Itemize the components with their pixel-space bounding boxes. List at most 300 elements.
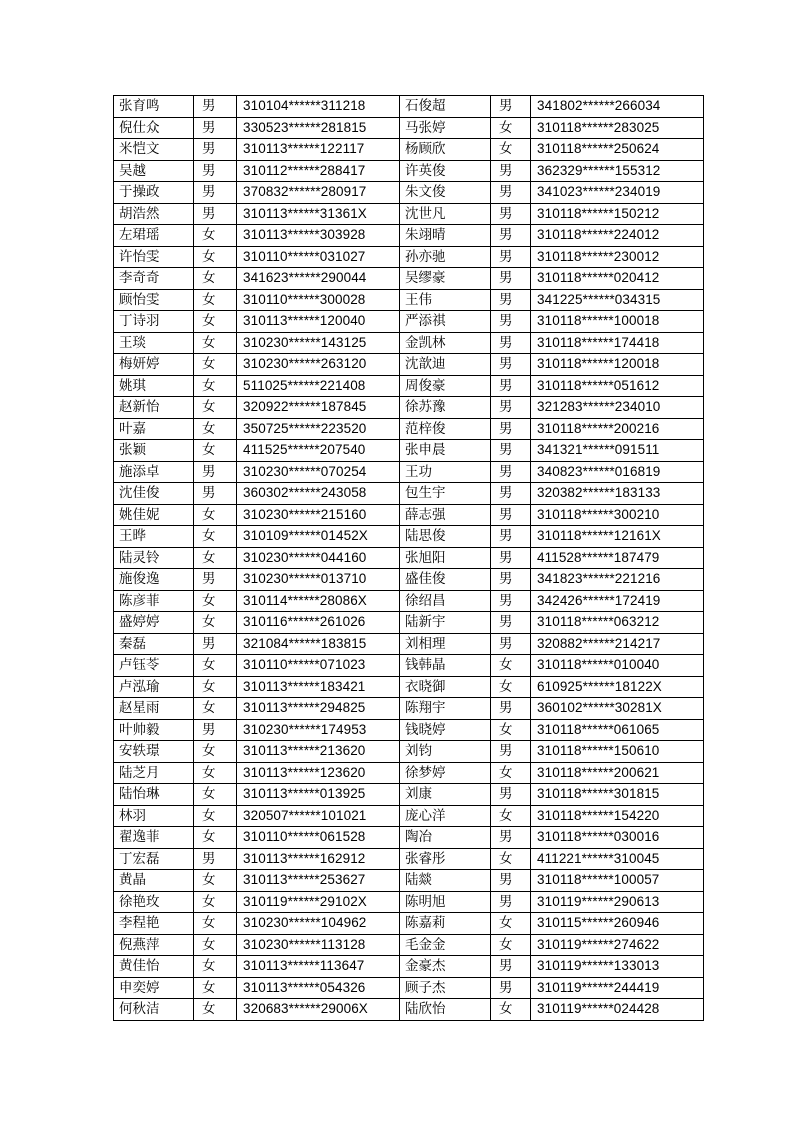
left-gender-cell: 女 (194, 268, 237, 290)
right-name-cell: 范梓俊 (400, 418, 491, 440)
table-row (114, 117, 704, 139)
left-gender-cell: 女 (194, 526, 237, 548)
right-name-cell: 孙亦驰 (400, 246, 491, 268)
left-gender-cell: 女 (194, 418, 237, 440)
right-name-cell: 衣晓御 (400, 676, 491, 698)
right-id-number-cell: 310119******133013 (531, 956, 704, 978)
right-gender-cell: 男 (491, 268, 531, 290)
right-name-cell: 金凯林 (400, 332, 491, 354)
table-row (114, 827, 704, 849)
table-row (114, 848, 704, 870)
left-gender-cell: 女 (194, 934, 237, 956)
left-name-cell: 卢钰苓 (114, 655, 194, 677)
left-id-number-cell: 310116******261026 (237, 612, 400, 634)
right-name-cell: 张睿彤 (400, 848, 491, 870)
right-id-number-cell: 310118******150610 (531, 741, 704, 763)
right-id-number-cell: 310118******230012 (531, 246, 704, 268)
right-gender-cell: 男 (491, 891, 531, 913)
right-id-number-cell: 310119******290613 (531, 891, 704, 913)
right-gender-cell: 女 (491, 676, 531, 698)
right-id-number-cell: 341225******034315 (531, 289, 704, 311)
left-id-number-cell: 310112******288417 (237, 160, 400, 182)
left-id-number-cell: 310110******300028 (237, 289, 400, 311)
left-name-cell: 何秋洁 (114, 999, 194, 1021)
right-gender-cell: 女 (491, 139, 531, 161)
left-name-cell: 吴越 (114, 160, 194, 182)
left-gender-cell: 女 (194, 913, 237, 935)
left-gender-cell: 女 (194, 977, 237, 999)
table-row (114, 612, 704, 634)
left-gender-cell: 男 (194, 96, 237, 118)
right-name-cell: 石俊超 (400, 96, 491, 118)
right-id-number-cell: 310115******260946 (531, 913, 704, 935)
left-id-number-cell: 321084******183815 (237, 633, 400, 655)
right-gender-cell: 男 (491, 784, 531, 806)
right-name-cell: 沈歆迪 (400, 354, 491, 376)
left-id-number-cell: 511025******221408 (237, 375, 400, 397)
left-name-cell: 陆怡琳 (114, 784, 194, 806)
left-gender-cell: 男 (194, 203, 237, 225)
left-id-number-cell: 310230******174953 (237, 719, 400, 741)
right-name-cell: 许英俊 (400, 160, 491, 182)
right-id-number-cell: 310118******063212 (531, 612, 704, 634)
right-id-number-cell: 310118******300210 (531, 504, 704, 526)
left-name-cell: 林羽 (114, 805, 194, 827)
left-name-cell: 姚佳妮 (114, 504, 194, 526)
table-row (114, 225, 704, 247)
left-name-cell: 黄佳怡 (114, 956, 194, 978)
left-id-number-cell: 310230******215160 (237, 504, 400, 526)
right-id-number-cell: 310118******174418 (531, 332, 704, 354)
left-id-number-cell: 341623******290044 (237, 268, 400, 290)
left-name-cell: 安轶璟 (114, 741, 194, 763)
right-id-number-cell: 310119******024428 (531, 999, 704, 1021)
table-row (114, 96, 704, 118)
left-name-cell: 许怡雯 (114, 246, 194, 268)
right-name-cell: 朱翊晴 (400, 225, 491, 247)
left-name-cell: 沈佳俊 (114, 483, 194, 505)
right-gender-cell: 男 (491, 440, 531, 462)
left-gender-cell: 女 (194, 762, 237, 784)
right-id-number-cell: 341023******234019 (531, 182, 704, 204)
right-name-cell: 金豪杰 (400, 956, 491, 978)
right-name-cell: 陆欣怡 (400, 999, 491, 1021)
right-gender-cell: 男 (491, 590, 531, 612)
left-name-cell: 张颖 (114, 440, 194, 462)
left-name-cell: 左珺瑶 (114, 225, 194, 247)
table-row (114, 741, 704, 763)
right-id-number-cell: 411528******187479 (531, 547, 704, 569)
left-name-cell: 翟逸菲 (114, 827, 194, 849)
left-name-cell: 黄晶 (114, 870, 194, 892)
right-gender-cell: 男 (491, 461, 531, 483)
right-gender-cell: 女 (491, 913, 531, 935)
left-gender-cell: 女 (194, 870, 237, 892)
left-id-number-cell: 310113******253627 (237, 870, 400, 892)
left-gender-cell: 女 (194, 354, 237, 376)
left-id-number-cell: 310110******031027 (237, 246, 400, 268)
table-row (114, 246, 704, 268)
right-name-cell: 王伟 (400, 289, 491, 311)
right-name-cell: 陆燚 (400, 870, 491, 892)
right-id-number-cell: 310118******301815 (531, 784, 704, 806)
right-id-number-cell: 342426******172419 (531, 590, 704, 612)
left-gender-cell: 女 (194, 590, 237, 612)
right-name-cell: 沈世凡 (400, 203, 491, 225)
right-name-cell: 钱晓婷 (400, 719, 491, 741)
right-gender-cell: 女 (491, 999, 531, 1021)
right-id-number-cell: 341823******221216 (531, 569, 704, 591)
right-name-cell: 徐梦婷 (400, 762, 491, 784)
left-name-cell: 卢泓瑜 (114, 676, 194, 698)
left-name-cell: 米恺文 (114, 139, 194, 161)
right-gender-cell: 男 (491, 977, 531, 999)
left-id-number-cell: 310110******071023 (237, 655, 400, 677)
left-gender-cell: 女 (194, 397, 237, 419)
right-name-cell: 杨顾欣 (400, 139, 491, 161)
left-id-number-cell: 310114******28086X (237, 590, 400, 612)
right-gender-cell: 男 (491, 225, 531, 247)
left-id-number-cell: 310113******122117 (237, 139, 400, 161)
table-row (114, 784, 704, 806)
left-gender-cell: 女 (194, 784, 237, 806)
left-id-number-cell: 310113******013925 (237, 784, 400, 806)
right-name-cell: 徐苏豫 (400, 397, 491, 419)
left-name-cell: 施添卓 (114, 461, 194, 483)
left-name-cell: 张育鸣 (114, 96, 194, 118)
left-gender-cell: 女 (194, 375, 237, 397)
table-row (114, 418, 704, 440)
roster-page (113, 95, 703, 1021)
right-name-cell: 陈嘉莉 (400, 913, 491, 935)
right-id-number-cell: 310118******250624 (531, 139, 704, 161)
right-id-number-cell: 610925******18122X (531, 676, 704, 698)
left-name-cell: 叶帅毅 (114, 719, 194, 741)
right-name-cell: 严添祺 (400, 311, 491, 333)
left-id-number-cell: 310230******263120 (237, 354, 400, 376)
left-gender-cell: 男 (194, 848, 237, 870)
left-id-number-cell: 310113******183421 (237, 676, 400, 698)
right-name-cell: 刘康 (400, 784, 491, 806)
right-id-number-cell: 310118******010040 (531, 655, 704, 677)
right-name-cell: 包生宇 (400, 483, 491, 505)
right-gender-cell: 男 (491, 612, 531, 634)
right-id-number-cell: 360102******30281X (531, 698, 704, 720)
table-row (114, 655, 704, 677)
right-gender-cell: 男 (491, 332, 531, 354)
right-name-cell: 周俊豪 (400, 375, 491, 397)
table-row (114, 289, 704, 311)
roster-table-body (114, 96, 704, 1021)
right-name-cell: 顾子杰 (400, 977, 491, 999)
right-id-number-cell: 310118******120018 (531, 354, 704, 376)
left-id-number-cell: 310230******044160 (237, 547, 400, 569)
left-gender-cell: 男 (194, 182, 237, 204)
right-name-cell: 王功 (400, 461, 491, 483)
left-gender-cell: 女 (194, 805, 237, 827)
left-id-number-cell: 310230******143125 (237, 332, 400, 354)
right-id-number-cell: 310118******12161X (531, 526, 704, 548)
left-id-number-cell: 320683******29006X (237, 999, 400, 1021)
right-gender-cell: 女 (491, 655, 531, 677)
table-row (114, 805, 704, 827)
right-name-cell: 薛志强 (400, 504, 491, 526)
right-gender-cell: 男 (491, 375, 531, 397)
left-gender-cell: 女 (194, 504, 237, 526)
right-name-cell: 陆新宇 (400, 612, 491, 634)
left-name-cell: 施俊逸 (114, 569, 194, 591)
left-name-cell: 李程艳 (114, 913, 194, 935)
right-gender-cell: 男 (491, 311, 531, 333)
table-row (114, 354, 704, 376)
table-row (114, 483, 704, 505)
right-name-cell: 盛佳俊 (400, 569, 491, 591)
table-row (114, 332, 704, 354)
right-id-number-cell: 310118******224012 (531, 225, 704, 247)
left-name-cell: 于操政 (114, 182, 194, 204)
left-name-cell: 李奇奇 (114, 268, 194, 290)
left-id-number-cell: 350725******223520 (237, 418, 400, 440)
table-row (114, 633, 704, 655)
right-name-cell: 陈翔宇 (400, 698, 491, 720)
left-id-number-cell: 310113******303928 (237, 225, 400, 247)
right-id-number-cell: 310119******244419 (531, 977, 704, 999)
right-id-number-cell: 310118******051612 (531, 375, 704, 397)
left-id-number-cell: 310113******123620 (237, 762, 400, 784)
right-gender-cell: 男 (491, 698, 531, 720)
left-id-number-cell: 310113******31361X (237, 203, 400, 225)
left-name-cell: 倪燕萍 (114, 934, 194, 956)
left-gender-cell: 女 (194, 676, 237, 698)
right-name-cell: 刘相理 (400, 633, 491, 655)
right-gender-cell: 女 (491, 719, 531, 741)
left-id-number-cell: 310113******113647 (237, 956, 400, 978)
left-name-cell: 丁诗羽 (114, 311, 194, 333)
right-gender-cell: 男 (491, 182, 531, 204)
left-name-cell: 叶嘉 (114, 418, 194, 440)
left-name-cell: 秦磊 (114, 633, 194, 655)
left-gender-cell: 女 (194, 332, 237, 354)
table-row (114, 934, 704, 956)
left-id-number-cell: 310113******213620 (237, 741, 400, 763)
right-gender-cell: 男 (491, 827, 531, 849)
left-name-cell: 陆灵铃 (114, 547, 194, 569)
left-gender-cell: 女 (194, 289, 237, 311)
right-id-number-cell: 310118******200621 (531, 762, 704, 784)
right-gender-cell: 女 (491, 848, 531, 870)
left-name-cell: 姚琪 (114, 375, 194, 397)
right-gender-cell: 男 (491, 418, 531, 440)
right-id-number-cell: 362329******155312 (531, 160, 704, 182)
right-gender-cell: 男 (491, 956, 531, 978)
left-gender-cell: 男 (194, 569, 237, 591)
left-gender-cell: 男 (194, 483, 237, 505)
left-id-number-cell: 310113******120040 (237, 311, 400, 333)
right-id-number-cell: 411221******310045 (531, 848, 704, 870)
right-gender-cell: 男 (491, 203, 531, 225)
left-id-number-cell: 320507******101021 (237, 805, 400, 827)
right-gender-cell: 女 (491, 805, 531, 827)
left-name-cell: 胡浩然 (114, 203, 194, 225)
left-name-cell: 申奕婷 (114, 977, 194, 999)
right-gender-cell: 男 (491, 504, 531, 526)
right-gender-cell: 男 (491, 397, 531, 419)
left-id-number-cell: 330523******281815 (237, 117, 400, 139)
left-id-number-cell: 310113******294825 (237, 698, 400, 720)
right-name-cell: 马张婷 (400, 117, 491, 139)
right-id-number-cell: 341802******266034 (531, 96, 704, 118)
left-gender-cell: 女 (194, 311, 237, 333)
left-gender-cell: 女 (194, 999, 237, 1021)
left-id-number-cell: 370832******280917 (237, 182, 400, 204)
left-id-number-cell: 310104******311218 (237, 96, 400, 118)
table-row (114, 268, 704, 290)
table-row (114, 569, 704, 591)
left-name-cell: 盛婷婷 (114, 612, 194, 634)
table-row (114, 999, 704, 1021)
table-row (114, 977, 704, 999)
left-gender-cell: 女 (194, 956, 237, 978)
table-row (114, 203, 704, 225)
right-name-cell: 吴缪豪 (400, 268, 491, 290)
right-id-number-cell: 310118******200216 (531, 418, 704, 440)
left-id-number-cell: 310230******070254 (237, 461, 400, 483)
left-name-cell: 赵新怡 (114, 397, 194, 419)
left-gender-cell: 女 (194, 827, 237, 849)
roster-table (113, 95, 704, 1021)
left-id-number-cell: 310113******162912 (237, 848, 400, 870)
right-name-cell: 庞心洋 (400, 805, 491, 827)
right-id-number-cell: 310118******154220 (531, 805, 704, 827)
table-row (114, 139, 704, 161)
table-row (114, 182, 704, 204)
left-gender-cell: 男 (194, 117, 237, 139)
right-id-number-cell: 340823******016819 (531, 461, 704, 483)
left-gender-cell: 女 (194, 225, 237, 247)
left-id-number-cell: 310230******113128 (237, 934, 400, 956)
right-name-cell: 张旭阳 (400, 547, 491, 569)
table-row (114, 870, 704, 892)
right-id-number-cell: 310119******274622 (531, 934, 704, 956)
right-gender-cell: 男 (491, 483, 531, 505)
right-gender-cell: 男 (491, 526, 531, 548)
left-name-cell: 陈彦菲 (114, 590, 194, 612)
table-row (114, 160, 704, 182)
table-row (114, 461, 704, 483)
right-name-cell: 朱文俊 (400, 182, 491, 204)
table-row (114, 547, 704, 569)
right-gender-cell: 女 (491, 934, 531, 956)
right-name-cell: 陶冶 (400, 827, 491, 849)
table-row (114, 375, 704, 397)
table-row (114, 913, 704, 935)
left-gender-cell: 男 (194, 633, 237, 655)
left-name-cell: 王晔 (114, 526, 194, 548)
right-gender-cell: 男 (491, 569, 531, 591)
right-name-cell: 陆思俊 (400, 526, 491, 548)
left-gender-cell: 女 (194, 891, 237, 913)
left-gender-cell: 男 (194, 139, 237, 161)
left-name-cell: 丁宏磊 (114, 848, 194, 870)
right-name-cell: 陈明旭 (400, 891, 491, 913)
right-name-cell: 钱韩晶 (400, 655, 491, 677)
left-id-number-cell: 411525******207540 (237, 440, 400, 462)
right-id-number-cell: 310118******030016 (531, 827, 704, 849)
right-id-number-cell: 310118******100057 (531, 870, 704, 892)
table-row (114, 504, 704, 526)
left-id-number-cell: 310230******013710 (237, 569, 400, 591)
right-gender-cell: 男 (491, 547, 531, 569)
table-row (114, 956, 704, 978)
right-gender-cell: 女 (491, 762, 531, 784)
right-gender-cell: 男 (491, 246, 531, 268)
right-name-cell: 毛金金 (400, 934, 491, 956)
table-row (114, 762, 704, 784)
left-name-cell: 倪仕众 (114, 117, 194, 139)
left-id-number-cell: 320922******187845 (237, 397, 400, 419)
right-name-cell: 徐绍昌 (400, 590, 491, 612)
left-gender-cell: 女 (194, 440, 237, 462)
left-id-number-cell: 310113******054326 (237, 977, 400, 999)
left-gender-cell: 女 (194, 741, 237, 763)
right-id-number-cell: 320382******183133 (531, 483, 704, 505)
table-row (114, 676, 704, 698)
table-row (114, 590, 704, 612)
right-id-number-cell: 321283******234010 (531, 397, 704, 419)
left-gender-cell: 女 (194, 698, 237, 720)
right-name-cell: 刘钧 (400, 741, 491, 763)
left-id-number-cell: 310109******01452X (237, 526, 400, 548)
left-id-number-cell: 310119******29102X (237, 891, 400, 913)
right-gender-cell: 男 (491, 633, 531, 655)
right-gender-cell: 男 (491, 96, 531, 118)
right-id-number-cell: 310118******283025 (531, 117, 704, 139)
left-id-number-cell: 360302******243058 (237, 483, 400, 505)
left-gender-cell: 男 (194, 461, 237, 483)
right-id-number-cell: 310118******020412 (531, 268, 704, 290)
table-row (114, 891, 704, 913)
left-id-number-cell: 310110******061528 (237, 827, 400, 849)
right-gender-cell: 女 (491, 117, 531, 139)
right-gender-cell: 男 (491, 741, 531, 763)
left-gender-cell: 男 (194, 719, 237, 741)
left-id-number-cell: 310230******104962 (237, 913, 400, 935)
left-name-cell: 梅妍婷 (114, 354, 194, 376)
right-id-number-cell: 310118******150212 (531, 203, 704, 225)
right-gender-cell: 男 (491, 870, 531, 892)
right-gender-cell: 男 (491, 160, 531, 182)
table-row (114, 440, 704, 462)
left-gender-cell: 女 (194, 547, 237, 569)
left-name-cell: 王琰 (114, 332, 194, 354)
right-id-number-cell: 320882******214217 (531, 633, 704, 655)
right-id-number-cell: 341321******091511 (531, 440, 704, 462)
right-gender-cell: 男 (491, 354, 531, 376)
left-name-cell: 陆芝月 (114, 762, 194, 784)
right-name-cell: 张申晨 (400, 440, 491, 462)
left-name-cell: 顾怡雯 (114, 289, 194, 311)
right-gender-cell: 男 (491, 289, 531, 311)
table-row (114, 698, 704, 720)
table-row (114, 719, 704, 741)
left-gender-cell: 男 (194, 160, 237, 182)
left-gender-cell: 女 (194, 655, 237, 677)
left-name-cell: 赵星雨 (114, 698, 194, 720)
right-id-number-cell: 310118******061065 (531, 719, 704, 741)
table-row (114, 397, 704, 419)
right-id-number-cell: 310118******100018 (531, 311, 704, 333)
left-name-cell: 徐艳玫 (114, 891, 194, 913)
